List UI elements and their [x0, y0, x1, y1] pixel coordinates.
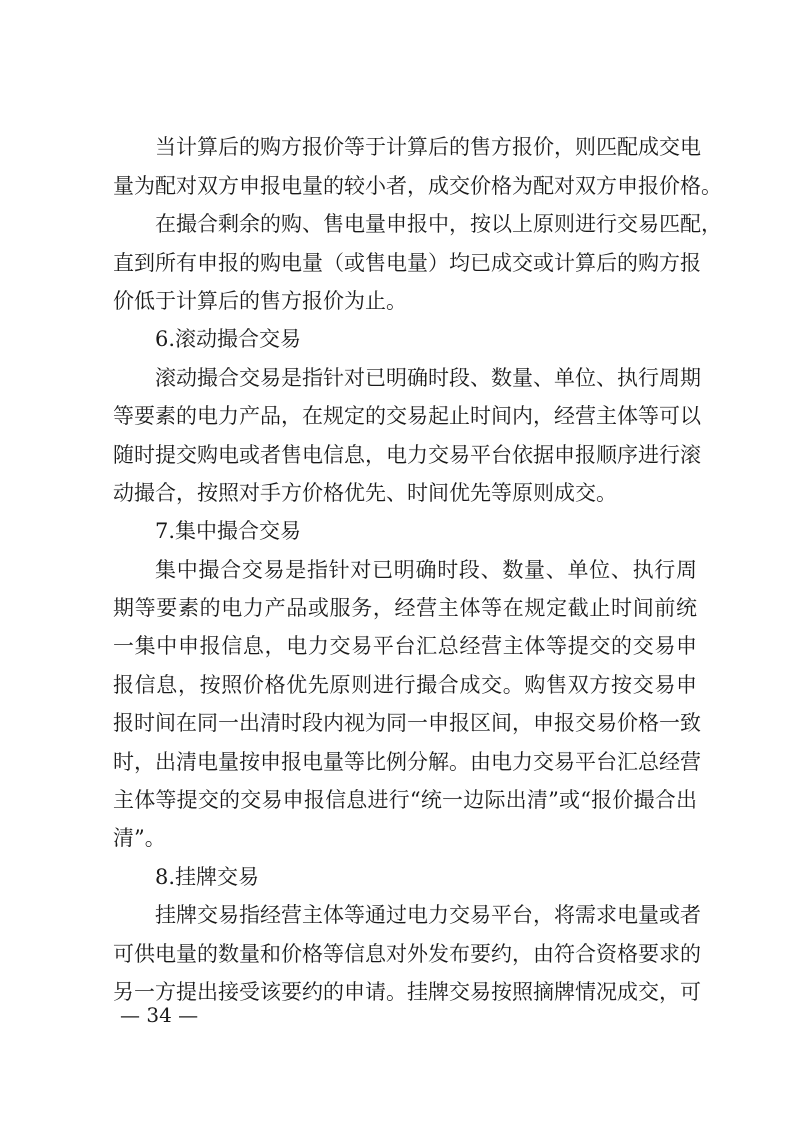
section-heading: 6.滚动撮合交易 — [155, 327, 302, 351]
paragraph-line: 挂牌交易指经营主体等通过电力交易平台，将需求电量或者 — [155, 903, 701, 927]
paragraph-line: 报时间在同一出清时段内视为同一申报区间，申报交易价格一致 — [113, 711, 701, 735]
paragraph-line: 期等要素的电力产品或服务，经营主体等在规定截止时间前统 — [113, 596, 697, 620]
paragraph-line: 一集中申报信息，电力交易平台汇总经营主体等提交的交易申 — [113, 634, 697, 658]
paragraph-line: 随时提交购电或者售电信息，电力交易平台依据申报顺序进行滚 — [113, 443, 701, 467]
paragraph-line: 价低于计算后的售方报价为止。 — [113, 289, 407, 313]
paragraph-line: 在撮合剩余的购、售电量申报中，按以上原则进行交易匹配， — [155, 212, 722, 236]
paragraph-line: 报信息，按照价格优先原则进行撮合成交。购售双方按交易申 — [113, 673, 697, 697]
paragraph-line: 动撮合，按照对手方价格优先、时间优先等原则成交。 — [113, 481, 617, 505]
page-number: — 34 — — [120, 1003, 199, 1027]
paragraph-line: 清”。 — [113, 826, 166, 850]
section-heading: 7.集中撮合交易 — [155, 519, 302, 543]
paragraph-line: 直到所有申报的购电量（或售电量）均已成交或计算后的购方报 — [113, 251, 701, 275]
paragraph-line: 主体等提交的交易申报信息进行“统一边际出清”或“报价撮合出 — [113, 788, 697, 812]
paragraph-line: 等要素的电力产品，在规定的交易起止时间内，经营主体等可以 — [113, 404, 701, 428]
paragraph-line: 量为配对双方申报电量的较小者，成交价格为配对双方申报价格。 — [113, 174, 722, 198]
paragraph-line: 另一方提出接受该要约的申请。挂牌交易按照摘牌情况成交，可 — [113, 980, 701, 1004]
paragraph-line: 滚动撮合交易是指针对已明确时段、数量、单位、执行周期 — [155, 366, 701, 390]
paragraph-line: 时，出清电量按申报电量等比例分解。由电力交易平台汇总经营 — [113, 750, 701, 774]
paragraph-line: 当计算后的购方报价等于计算后的售方报价，则匹配成交电 — [155, 135, 701, 159]
paragraph-line: 集中撮合交易是指针对已明确时段、数量、单位、执行周 — [155, 558, 697, 582]
paragraph-line: 可供电量的数量和价格等信息对外发布要约，由符合资格要求的 — [113, 942, 701, 966]
section-heading: 8.挂牌交易 — [155, 865, 260, 889]
